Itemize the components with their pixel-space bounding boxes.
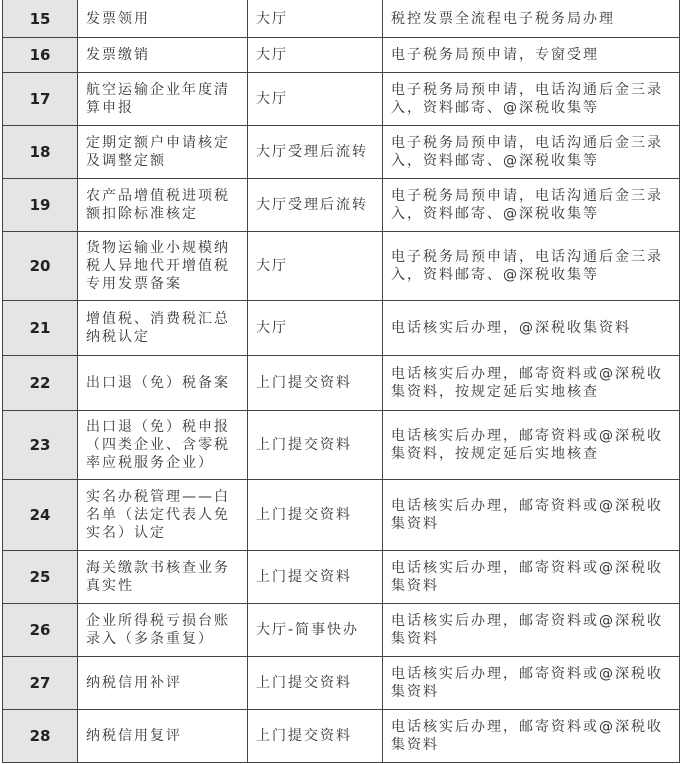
tax-services-table xyxy=(2,0,680,763)
handling-method-cell: 电子税务局预申请，电话沟通后金三录入，资料邮寄、@深税收集等 xyxy=(383,73,680,126)
handling-channel-cell: 上门提交资料 xyxy=(248,356,383,411)
item-name-cell: 定期定额户申请核定及调整定额 xyxy=(78,126,248,179)
handling-method-cell: 电子税务局预申请，电话沟通后金三录入，资料邮寄、@深税收集等 xyxy=(383,179,680,232)
table-row xyxy=(3,551,680,604)
handling-channel-cell: 上门提交资料 xyxy=(248,411,383,480)
handling-channel-cell: 大厅 xyxy=(248,232,383,301)
item-name-cell: 农产品增值税进项税额扣除标准核定 xyxy=(78,179,248,232)
item-name-cell: 航空运输企业年度清算申报 xyxy=(78,73,248,126)
handling-channel-cell: 上门提交资料 xyxy=(248,480,383,551)
item-name-cell: 发票领用 xyxy=(78,0,248,38)
table-row xyxy=(3,73,680,126)
handling-method-cell: 电子税务局预申请，电话沟通后金三录入，资料邮寄、@深税收集等 xyxy=(383,232,680,301)
item-name-cell: 实名办税管理——白名单（法定代表人免实名）认定 xyxy=(78,480,248,551)
table-row xyxy=(3,411,680,480)
table-row xyxy=(3,126,680,179)
handling-channel-cell: 大厅 xyxy=(248,0,383,38)
item-name-cell: 发票缴销 xyxy=(78,38,248,73)
row-number-cell: 15 xyxy=(3,0,78,38)
handling-method-cell: 电话核实后办理，邮寄资料或@深税收集资料 xyxy=(383,480,680,551)
table-body xyxy=(3,0,680,763)
row-number-cell: 24 xyxy=(3,480,78,551)
row-number-cell: 25 xyxy=(3,551,78,604)
handling-method-cell: 税控发票全流程电子税务局办理 xyxy=(383,0,680,38)
table-row xyxy=(3,480,680,551)
handling-method-cell: 电话核实后办理，邮寄资料或@深税收集资料 xyxy=(383,657,680,710)
handling-channel-cell: 大厅受理后流转 xyxy=(248,126,383,179)
handling-channel-cell: 上门提交资料 xyxy=(248,710,383,763)
item-name-cell: 增值税、消费税汇总纳税认定 xyxy=(78,301,248,356)
item-name-cell: 出口退（免）税申报（四类企业、含零税率应税服务企业） xyxy=(78,411,248,480)
handling-channel-cell: 大厅受理后流转 xyxy=(248,179,383,232)
row-number-cell: 20 xyxy=(3,232,78,301)
item-name-cell: 出口退（免）税备案 xyxy=(78,356,248,411)
handling-method-cell: 电话核实后办理，邮寄资料或@深税收集资料 xyxy=(383,551,680,604)
item-name-cell: 货物运输业小规模纳税人异地代开增值税专用发票备案 xyxy=(78,232,248,301)
handling-method-cell: 电子税务局预申请，专窗受理 xyxy=(383,38,680,73)
table-row xyxy=(3,301,680,356)
handling-method-cell: 电子税务局预申请，电话沟通后金三录入，资料邮寄、@深税收集等 xyxy=(383,126,680,179)
row-number-cell: 17 xyxy=(3,73,78,126)
row-number-cell: 18 xyxy=(3,126,78,179)
item-name-cell: 海关缴款书核查业务真实性 xyxy=(78,551,248,604)
row-number-cell: 16 xyxy=(3,38,78,73)
row-number-cell: 28 xyxy=(3,710,78,763)
item-name-cell: 纳税信用复评 xyxy=(78,710,248,763)
row-number-cell: 27 xyxy=(3,657,78,710)
handling-channel-cell: 大厅 xyxy=(248,38,383,73)
handling-method-cell: 电话核实后办理，邮寄资料或@深税收集资料，按规定延后实地核查 xyxy=(383,411,680,480)
handling-channel-cell: 上门提交资料 xyxy=(248,657,383,710)
table-row xyxy=(3,232,680,301)
row-number-cell: 23 xyxy=(3,411,78,480)
handling-method-cell: 电话核实后办理，邮寄资料或@深税收集资料 xyxy=(383,710,680,763)
handling-channel-cell: 上门提交资料 xyxy=(248,551,383,604)
table-row xyxy=(3,356,680,411)
row-number-cell: 22 xyxy=(3,356,78,411)
row-number-cell: 26 xyxy=(3,604,78,657)
table-row xyxy=(3,604,680,657)
handling-method-cell: 电话核实后办理，邮寄资料或@深税收集资料 xyxy=(383,604,680,657)
handling-method-cell: 电话核实后办理，邮寄资料或@深税收集资料，按规定延后实地核查 xyxy=(383,356,680,411)
row-number-cell: 19 xyxy=(3,179,78,232)
handling-channel-cell: 大厅-简事快办 xyxy=(248,604,383,657)
item-name-cell: 企业所得税亏损台账录入（多条重复） xyxy=(78,604,248,657)
table-row xyxy=(3,0,680,38)
handling-channel-cell: 大厅 xyxy=(248,301,383,356)
item-name-cell: 纳税信用补评 xyxy=(78,657,248,710)
handling-channel-cell: 大厅 xyxy=(248,73,383,126)
table-row xyxy=(3,179,680,232)
row-number-cell: 21 xyxy=(3,301,78,356)
table-row xyxy=(3,38,680,73)
handling-method-cell: 电话核实后办理，@深税收集资料 xyxy=(383,301,680,356)
table-row xyxy=(3,710,680,763)
table-row xyxy=(3,657,680,710)
